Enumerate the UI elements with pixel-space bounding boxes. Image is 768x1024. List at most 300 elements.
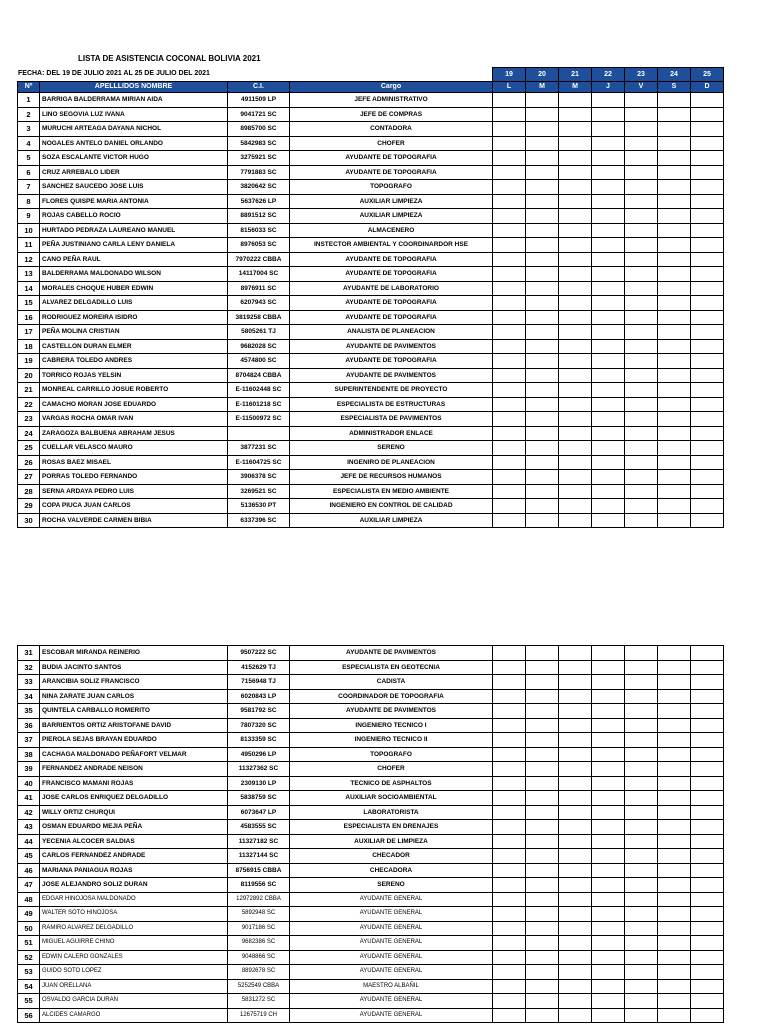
day-letter-header: J xyxy=(592,82,625,93)
attendance-cell xyxy=(691,733,724,748)
attendance-cell xyxy=(691,296,724,311)
attendance-cell xyxy=(592,180,625,195)
row-number: 7 xyxy=(18,180,40,195)
attendance-cell xyxy=(559,994,592,1009)
attendance-cell xyxy=(592,689,625,704)
employee-ci: 9581792 SC xyxy=(228,704,290,719)
attendance-cell xyxy=(658,878,691,893)
attendance-cell xyxy=(592,950,625,965)
employee-name: ROCHA VALVERDE CARMEN BIBIA xyxy=(40,513,228,528)
row-number: 17 xyxy=(18,325,40,340)
attendance-cell xyxy=(625,441,658,456)
attendance-cell xyxy=(592,267,625,282)
table-row xyxy=(18,646,724,661)
employee-cargo: ESPECIALISTA DE PAVIMENTOS xyxy=(290,412,493,427)
employee-cargo: AYUDANTE GENERAL xyxy=(290,921,493,936)
attendance-cell xyxy=(559,267,592,282)
attendance-cell xyxy=(592,397,625,412)
attendance-cell xyxy=(658,936,691,951)
attendance-cell xyxy=(658,718,691,733)
table-row xyxy=(18,194,724,209)
employee-name: PEÑA MOLINA CRISTIAN xyxy=(40,325,228,340)
attendance-cell xyxy=(592,994,625,1009)
attendance-cell xyxy=(691,310,724,325)
employee-ci: 3275921 SC xyxy=(228,151,290,166)
attendance-cell xyxy=(526,892,559,907)
attendance-cell xyxy=(592,252,625,267)
attendance-cell xyxy=(625,675,658,690)
attendance-cell xyxy=(526,513,559,528)
row-number: 26 xyxy=(18,455,40,470)
employee-name: MARIANA PANIAGUA ROJAS xyxy=(40,863,228,878)
attendance-cell xyxy=(658,209,691,224)
attendance-cell xyxy=(625,310,658,325)
attendance-cell xyxy=(592,151,625,166)
attendance-cell xyxy=(493,733,526,748)
employee-name: CAMACHO MORAN JOSE EDUARDO xyxy=(40,397,228,412)
attendance-cell xyxy=(658,849,691,864)
attendance-cell xyxy=(592,470,625,485)
attendance-cell xyxy=(592,354,625,369)
attendance-cell xyxy=(691,791,724,806)
attendance-cell xyxy=(658,791,691,806)
attendance-cell xyxy=(526,368,559,383)
attendance-cell xyxy=(691,339,724,354)
row-number: 52 xyxy=(18,950,40,965)
table-row xyxy=(18,310,724,325)
attendance-cell xyxy=(559,513,592,528)
attendance-cell xyxy=(526,747,559,762)
attendance-cell xyxy=(625,484,658,499)
table-row xyxy=(18,1008,724,1023)
row-number: 31 xyxy=(18,646,40,661)
employee-name: RODRIGUEZ MOREIRA ISIDRO xyxy=(40,310,228,325)
row-number: 22 xyxy=(18,397,40,412)
attendance-cell xyxy=(559,499,592,514)
attendance-cell xyxy=(526,994,559,1009)
table-row xyxy=(18,107,724,122)
employee-name: SANCHEZ SAUCEDO JOSE LUIS xyxy=(40,180,228,195)
employee-name: OSMAN EDUARDO MEJIA PEÑA xyxy=(40,820,228,835)
employee-cargo: AYUDANTE DE PAVIMENTOS xyxy=(290,646,493,661)
num-column-header: Nº xyxy=(18,82,40,93)
employee-ci: 5842983 SC xyxy=(228,136,290,151)
attendance-cell xyxy=(493,921,526,936)
employee-ci: 7156948 TJ xyxy=(228,675,290,690)
attendance-cell xyxy=(526,426,559,441)
day-letter-header: M xyxy=(559,82,592,93)
attendance-cell xyxy=(691,513,724,528)
attendance-cell xyxy=(559,223,592,238)
attendance-cell xyxy=(526,397,559,412)
attendance-cell xyxy=(658,238,691,253)
employee-ci: E-11602448 SC xyxy=(228,383,290,398)
attendance-cell xyxy=(592,165,625,180)
attendance-cell xyxy=(625,122,658,137)
attendance-cell xyxy=(559,151,592,166)
employee-ci: 6207943 SC xyxy=(228,296,290,311)
row-number: 50 xyxy=(18,921,40,936)
attendance-cell xyxy=(592,921,625,936)
attendance-cell xyxy=(592,834,625,849)
attendance-cell xyxy=(592,965,625,980)
employee-ci: 7970222 CBBA xyxy=(228,252,290,267)
attendance-cell xyxy=(691,1008,724,1023)
employee-name: MURUCHI ARTEAGA DAYANA NICHOL xyxy=(40,122,228,137)
employee-ci: 5805261 TJ xyxy=(228,325,290,340)
attendance-cell xyxy=(625,383,658,398)
employee-name: JOSE ALEJANDRO SOLIZ DURAN xyxy=(40,878,228,893)
row-number: 39 xyxy=(18,762,40,777)
row-number: 23 xyxy=(18,412,40,427)
attendance-cell xyxy=(592,675,625,690)
attendance-cell xyxy=(658,383,691,398)
table-row xyxy=(18,950,724,965)
row-number: 20 xyxy=(18,368,40,383)
date-range: FECHA: DEL 19 DE JULIO 2021 AL 25 DE JULIO DEL 2021 xyxy=(18,70,210,77)
attendance-cell xyxy=(658,994,691,1009)
row-number: 34 xyxy=(18,689,40,704)
employee-name: SOZA ESCALANTE VICTOR HUGO xyxy=(40,151,228,166)
table-row xyxy=(18,776,724,791)
attendance-cell xyxy=(691,368,724,383)
table-row xyxy=(18,281,724,296)
attendance-cell xyxy=(691,412,724,427)
table-row xyxy=(18,122,724,137)
attendance-cell xyxy=(493,762,526,777)
attendance-cell xyxy=(592,747,625,762)
attendance-cell xyxy=(691,470,724,485)
attendance-cell xyxy=(691,907,724,922)
employee-name: SERNA ARDAYA PEDRO LUIS xyxy=(40,484,228,499)
attendance-cell xyxy=(559,733,592,748)
attendance-cell xyxy=(526,455,559,470)
employee-cargo: AYUDANTE GENERAL xyxy=(290,950,493,965)
employee-name: CANO PEÑA RAUL xyxy=(40,252,228,267)
employee-ci: 9682028 SC xyxy=(228,339,290,354)
employee-cargo: AYUDANTE DE PAVIMENTOS xyxy=(290,704,493,719)
employee-name: JUAN ORELLANA xyxy=(40,979,228,994)
attendance-cell xyxy=(691,718,724,733)
attendance-cell xyxy=(658,368,691,383)
attendance-cell xyxy=(559,325,592,340)
row-number: 13 xyxy=(18,267,40,282)
employee-cargo: CONTADORA xyxy=(290,122,493,137)
attendance-cell xyxy=(625,660,658,675)
table-row xyxy=(18,979,724,994)
attendance-cell xyxy=(559,863,592,878)
employee-ci: 4152629 TJ xyxy=(228,660,290,675)
employee-cargo: AYUDANTE DE TOPOGRAFIA xyxy=(290,267,493,282)
table-row xyxy=(18,660,724,675)
attendance-cell xyxy=(691,223,724,238)
attendance-cell xyxy=(592,93,625,108)
employee-cargo: MAESTRO ALBAÑIL xyxy=(290,979,493,994)
employee-name: PEÑA JUSTINIANO CARLA LENY DANIELA xyxy=(40,238,228,253)
attendance-cell xyxy=(526,950,559,965)
attendance-cell xyxy=(592,107,625,122)
table-row xyxy=(18,267,724,282)
row-number: 33 xyxy=(18,675,40,690)
attendance-cell xyxy=(526,180,559,195)
employee-name: PORRAS TOLEDO FERNANDO xyxy=(40,470,228,485)
employee-ci: 8156033 SC xyxy=(228,223,290,238)
attendance-cell xyxy=(691,776,724,791)
day-letter-header: L xyxy=(493,82,526,93)
attendance-cell xyxy=(526,296,559,311)
attendance-cell xyxy=(526,267,559,282)
attendance-cell xyxy=(658,499,691,514)
attendance-cell xyxy=(658,762,691,777)
row-number: 19 xyxy=(18,354,40,369)
employee-name: MIGUEL AGUIRRE CHINO xyxy=(40,936,228,951)
attendance-cell xyxy=(559,791,592,806)
table-row xyxy=(18,805,724,820)
attendance-cell xyxy=(559,354,592,369)
attendance-cell xyxy=(625,513,658,528)
ci-column-header: C.I. xyxy=(228,82,290,93)
attendance-cell xyxy=(559,93,592,108)
row-number: 51 xyxy=(18,936,40,951)
table-row xyxy=(18,762,724,777)
attendance-cell xyxy=(592,704,625,719)
attendance-cell xyxy=(625,209,658,224)
attendance-cell xyxy=(559,704,592,719)
attendance-cell xyxy=(691,180,724,195)
attendance-cell xyxy=(559,805,592,820)
attendance-cell xyxy=(493,93,526,108)
attendance-cell xyxy=(658,484,691,499)
attendance-cell xyxy=(691,762,724,777)
column-header-row xyxy=(18,82,724,93)
attendance-cell xyxy=(658,470,691,485)
employee-cargo: ESPECIALISTA DE ESTRUCTURAS xyxy=(290,397,493,412)
attendance-cell xyxy=(559,820,592,835)
attendance-cell xyxy=(658,354,691,369)
attendance-cell xyxy=(658,107,691,122)
table-row xyxy=(18,965,724,980)
employee-name: ROSAS BAEZ MISAEL xyxy=(40,455,228,470)
attendance-cell xyxy=(625,267,658,282)
attendance-cell xyxy=(625,223,658,238)
employee-cargo: ADMINISTRADOR ENLACE xyxy=(290,426,493,441)
attendance-cell xyxy=(691,93,724,108)
attendance-cell xyxy=(625,921,658,936)
employee-name: QUINTELA CARBALLO ROMERITO xyxy=(40,704,228,719)
attendance-cell xyxy=(625,136,658,151)
row-number: 21 xyxy=(18,383,40,398)
day-number-header: 24 xyxy=(658,68,691,82)
employee-ci: 6337396 SC xyxy=(228,513,290,528)
attendance-cell xyxy=(625,747,658,762)
attendance-cell xyxy=(592,122,625,137)
attendance-cell xyxy=(493,718,526,733)
employee-ci: 12675719 CH xyxy=(228,1008,290,1023)
employee-ci: 8891512 SC xyxy=(228,209,290,224)
attendance-cell xyxy=(493,107,526,122)
attendance-cell xyxy=(559,122,592,137)
employee-ci: 8133359 SC xyxy=(228,733,290,748)
attendance-cell xyxy=(526,310,559,325)
attendance-cell xyxy=(658,310,691,325)
attendance-cell xyxy=(691,675,724,690)
attendance-cell xyxy=(625,892,658,907)
employee-name: BUDIA JACINTO SANTOS xyxy=(40,660,228,675)
attendance-cell xyxy=(625,194,658,209)
row-number: 43 xyxy=(18,820,40,835)
attendance-cell xyxy=(592,878,625,893)
attendance-cell xyxy=(625,849,658,864)
employee-name: ALCIDES CAMARGO xyxy=(40,1008,228,1023)
attendance-cell xyxy=(526,252,559,267)
attendance-cell xyxy=(526,209,559,224)
row-number: 47 xyxy=(18,878,40,893)
attendance-cell xyxy=(658,892,691,907)
table-row xyxy=(18,383,724,398)
attendance-cell xyxy=(625,107,658,122)
attendance-cell xyxy=(658,165,691,180)
employee-cargo: SERENO xyxy=(290,878,493,893)
attendance-cell xyxy=(592,849,625,864)
cargo-column-header: Cargo xyxy=(290,82,493,93)
attendance-cell xyxy=(493,791,526,806)
employee-cargo: CHECADORA xyxy=(290,863,493,878)
table-row xyxy=(18,223,724,238)
attendance-cell xyxy=(592,936,625,951)
employee-name: ARANCIBIA SOLIZ FRANCISCO xyxy=(40,675,228,690)
attendance-cell xyxy=(559,281,592,296)
attendance-cell xyxy=(526,412,559,427)
attendance-cell xyxy=(493,470,526,485)
row-number: 12 xyxy=(18,252,40,267)
table-row xyxy=(18,325,724,340)
attendance-cell xyxy=(658,513,691,528)
employee-name: CUELLAR VELASCO MAURO xyxy=(40,441,228,456)
table-row xyxy=(18,892,724,907)
attendance-cell xyxy=(691,965,724,980)
attendance-cell xyxy=(625,994,658,1009)
attendance-cell xyxy=(559,484,592,499)
attendance-cell xyxy=(559,107,592,122)
employee-cargo: AYUDANTE GENERAL xyxy=(290,1008,493,1023)
employee-ci: 5892948 SC xyxy=(228,907,290,922)
employee-name: EDWIN CALERO GONZALES xyxy=(40,950,228,965)
employee-name: FRANCISCO MAMANI ROJAS xyxy=(40,776,228,791)
row-number: 40 xyxy=(18,776,40,791)
attendance-cell xyxy=(526,107,559,122)
attendance-cell xyxy=(493,499,526,514)
attendance-cell xyxy=(493,936,526,951)
attendance-cell xyxy=(592,383,625,398)
attendance-cell xyxy=(691,165,724,180)
row-number: 28 xyxy=(18,484,40,499)
attendance-cell xyxy=(625,455,658,470)
attendance-cell xyxy=(592,805,625,820)
attendance-cell xyxy=(559,921,592,936)
table-row xyxy=(18,151,724,166)
attendance-cell xyxy=(625,863,658,878)
row-number: 6 xyxy=(18,165,40,180)
attendance-cell xyxy=(559,762,592,777)
attendance-cell xyxy=(559,718,592,733)
table-row xyxy=(18,412,724,427)
attendance-cell xyxy=(526,921,559,936)
attendance-cell xyxy=(691,209,724,224)
attendance-cell xyxy=(691,979,724,994)
row-number: 37 xyxy=(18,733,40,748)
employee-ci: 5136530 PT xyxy=(228,499,290,514)
row-number: 41 xyxy=(18,791,40,806)
table-row xyxy=(18,747,724,762)
attendance-cell xyxy=(592,776,625,791)
employee-ci: 3269521 SC xyxy=(228,484,290,499)
attendance-cell xyxy=(592,907,625,922)
attendance-cell xyxy=(526,339,559,354)
attendance-cell xyxy=(526,979,559,994)
attendance-cell xyxy=(658,950,691,965)
employee-name: NINA ZARATE JUAN CARLOS xyxy=(40,689,228,704)
attendance-cell xyxy=(658,660,691,675)
attendance-cell xyxy=(526,704,559,719)
attendance-cell xyxy=(691,805,724,820)
attendance-cell xyxy=(625,689,658,704)
row-number: 30 xyxy=(18,513,40,528)
row-number: 18 xyxy=(18,339,40,354)
attendance-cell xyxy=(625,936,658,951)
employee-ci: 3906378 SC xyxy=(228,470,290,485)
attendance-cell xyxy=(526,878,559,893)
attendance-cell xyxy=(625,397,658,412)
table-row xyxy=(18,296,724,311)
attendance-cell xyxy=(592,1008,625,1023)
attendance-cell xyxy=(592,223,625,238)
attendance-cell xyxy=(691,354,724,369)
employee-cargo: SERENO xyxy=(290,441,493,456)
employee-name: JOSE CARLOS ENRIQUEZ DELGADILLO xyxy=(40,791,228,806)
attendance-cell xyxy=(658,136,691,151)
attendance-cell xyxy=(625,238,658,253)
table-row xyxy=(18,252,724,267)
attendance-cell xyxy=(526,223,559,238)
employee-cargo: INGENIERO TECNICO I xyxy=(290,718,493,733)
attendance-cell xyxy=(658,252,691,267)
employee-ci: 5831272 SC xyxy=(228,994,290,1009)
attendance-cell xyxy=(658,296,691,311)
attendance-cell xyxy=(526,907,559,922)
employee-name: WALTER SOTO HINOJOSA xyxy=(40,907,228,922)
attendance-cell xyxy=(658,151,691,166)
employee-ci: 8976053 SC xyxy=(228,238,290,253)
attendance-cell xyxy=(625,180,658,195)
attendance-cell xyxy=(592,441,625,456)
attendance-cell xyxy=(592,426,625,441)
employee-cargo: AYUDANTE GENERAL xyxy=(290,936,493,951)
attendance-cell xyxy=(592,136,625,151)
attendance-cell xyxy=(493,704,526,719)
employee-ci: 11327182 SC xyxy=(228,834,290,849)
attendance-cell xyxy=(592,296,625,311)
attendance-cell xyxy=(493,455,526,470)
employee-cargo: AYUDANTE DE PAVIMENTOS xyxy=(290,368,493,383)
employee-ci: 5637626 LP xyxy=(228,194,290,209)
attendance-cell xyxy=(625,965,658,980)
attendance-cell xyxy=(592,791,625,806)
attendance-cell xyxy=(559,296,592,311)
table-row xyxy=(18,180,724,195)
attendance-cell xyxy=(559,1008,592,1023)
attendance-cell xyxy=(559,194,592,209)
attendance-cell xyxy=(691,107,724,122)
